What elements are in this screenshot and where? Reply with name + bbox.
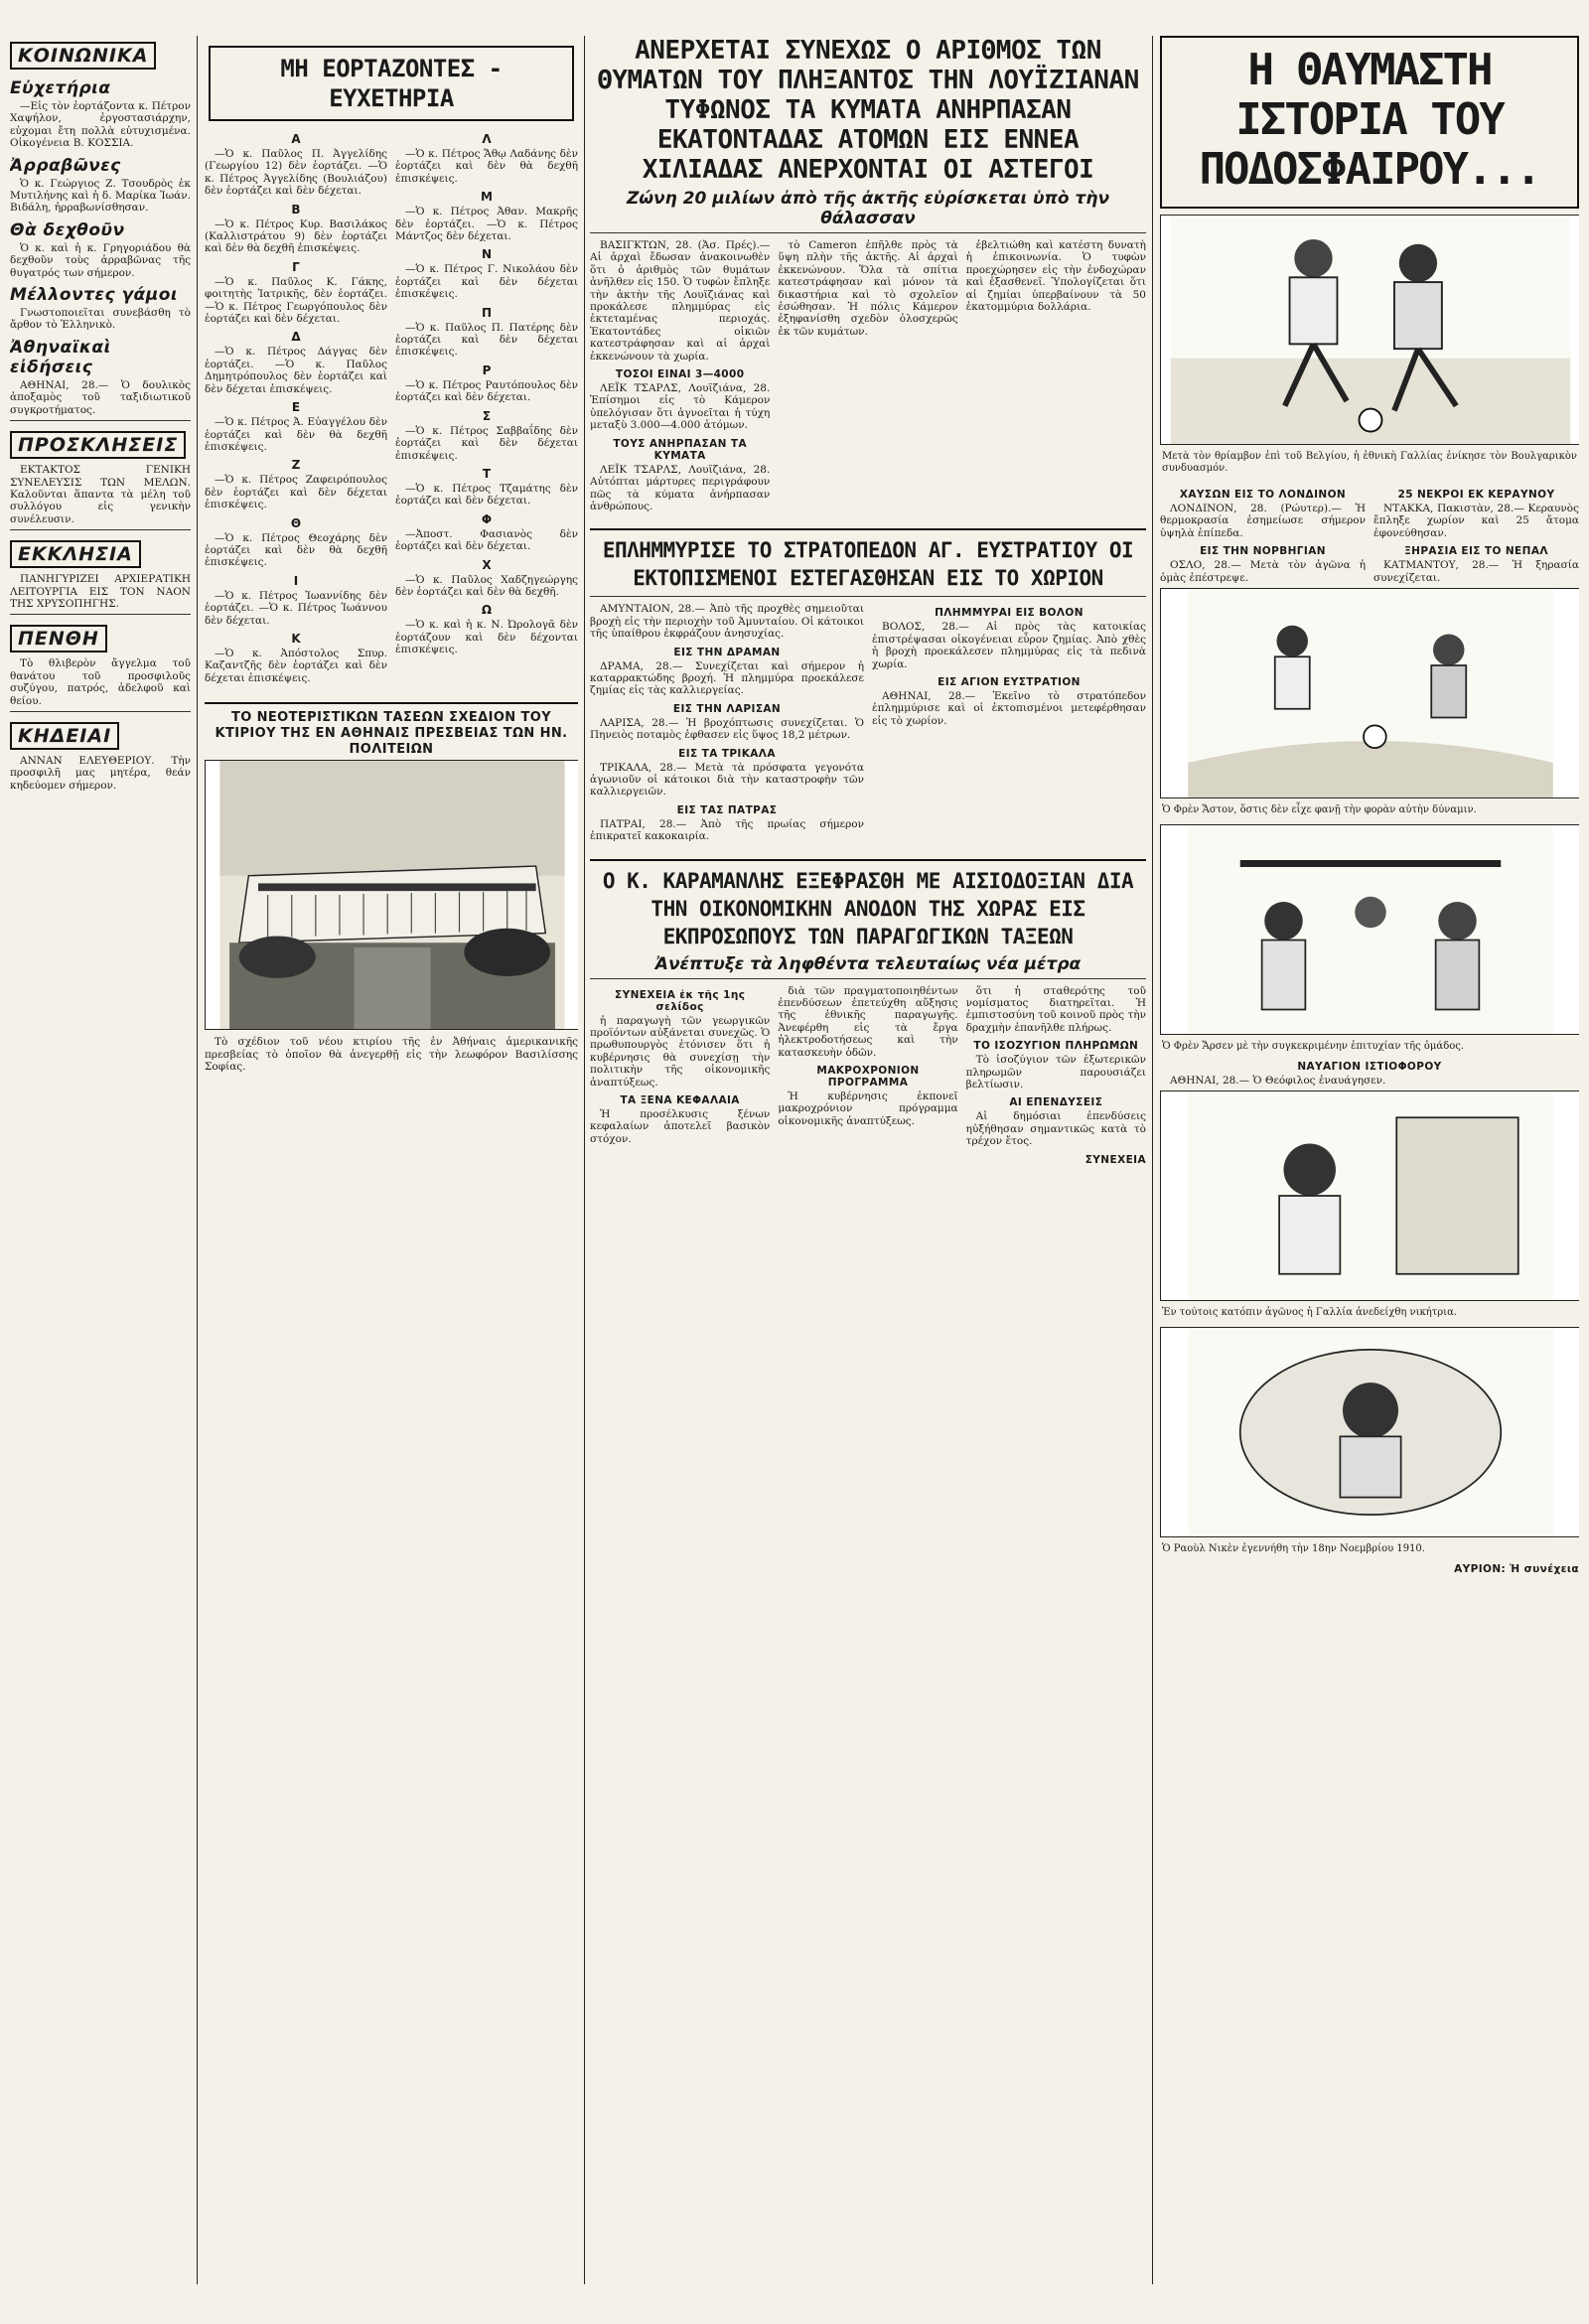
column-rule	[1152, 36, 1153, 2284]
article-text: ΛΑΡΙΣΑ, 28.— Ἡ βροχόπτωσις συνεχίζεται. Ὁ Πηνειὸς ποταμὸς ἐφθασεν εἰς ὕψος 18,2 μέτρων.	[590, 716, 864, 742]
center-news	[590, 36, 1146, 2284]
embassy-title: ΤΟ ΝΕΟΤΕΡΙΣΤΙΚΩΝ ΤΑΣΕΩΝ ΣΧΕΔΙΟΝ ΤΟΥ ΚΤΙΡΙΟΥ ΤΗΣ ΕΝ ΑΘΗΝΑΙΣ ΠΡΕΣΒΕΙΑΣ ΤΩΝ ΗΝ. ΠΟΛΙΤΕΙΩΝ	[215, 710, 568, 758]
entry-letter: Μ	[481, 190, 493, 205]
hurricane-col-3	[966, 237, 1146, 516]
entry-letter: Χ	[482, 557, 492, 572]
entry-letter: Ζ	[291, 458, 301, 473]
entry-text: —Ὁ κ. Πέτρος Δάγγας δὲν ἑορτάζει. —Ὁ κ. Παῦλος Δημητρόπουλος δὲν ἑορτάζει καὶ δὲν δέχεται ἐπισκέψεις.	[205, 346, 387, 395]
article-subhead: ΠΛΗΜΜΥΡΑΙ ΕΙΣ ΒΟΛΟΝ	[935, 607, 1083, 620]
social-section	[10, 338, 191, 416]
entry-text: —Ὁ κ. Πέτρος Γ. Νικολάου δὲν ἑορτάζει καὶ δὲν δέχεται ἐπισκέψεις.	[395, 263, 578, 301]
article-subhead: ΕΙΣ ΤΑΣ ΠΑΤΡΑΣ	[676, 803, 778, 816]
entry-text: —Ὁ κ. Πέτρος Κυρ. Βασιλάκος (Καλλιστράτου 9) δὲν ἑορτάζει καὶ δὲν θὰ δεχθῆ ἐπισκέψεις.	[205, 218, 387, 255]
entry-letter: Ν	[481, 247, 493, 262]
entry-letter: Ω	[481, 603, 493, 618]
panel-caption: Ὁ Φρὲν Ἄρσεν μὲ τὴν συγκεκριμένην ἐπιτυχίαν τῆς ὁμάδος.	[1162, 1041, 1465, 1053]
evacuees-body	[590, 601, 1146, 846]
social-title: ΚΟΙΝΩΝΙΚΑ	[10, 42, 156, 70]
divider	[10, 420, 191, 421]
hurricane-body	[590, 237, 1146, 516]
news-head: ΕΙΣ ΤΗΝ ΝΟΡΒΗΓΙΑΝ	[1200, 545, 1326, 558]
article-text: ΤΡΙΚΑΛΑ, 28.— Μετὰ τὰ πρόσφατα γεγονότα ἀγωνιοῦν οἱ κάτοικοι διὰ τὴν καταστροφὴν τῶν καλλιεργειῶν.	[590, 761, 864, 799]
article-text: ΛΕΪΚ ΤΣΑΡΛΣ, Λουϊζιάνα, 28. Αὐτόπται μάρτυρες περιγράφουν πῶς τὰ κύματα ἀνήρπασαν ἀνθρώπους.	[590, 463, 771, 512]
divider	[590, 978, 1146, 979]
proskliseis-text: ΕΚΤΑΚΤΟΣ ΓΕΝΙΚΗ ΣΥΝΕΛΕΥΣΙΣ ΤΩΝ ΜΕΛΩΝ. Καλοῦνται ἅπαντα τὰ μέλη τοῦ συλλόγου εἰς γενικὴν συνέλευσιν.	[10, 464, 191, 525]
karamanlis-col-3	[966, 983, 1146, 1168]
article-text: ΒΟΛΟΣ, 28.— Αἱ πρὸς τὰς κατοικίας ἐπιστρέψασαι οἰκογένειαι εὗρον ζημίας. Ἀπὸ χθὲς ἡ βροχὴ προεκάλεσεν πλημμύρας εἰς τὰ πεδινὰ χωρία.	[872, 621, 1146, 670]
entry-letter: Ρ	[482, 363, 492, 377]
football-title: Η ΘΑΥΜΑΣΤΗ ΙΣΤΟΡΙΑ ΤΟΥ ΠΟΔΟΣΦΑΙΡΟΥ...	[1199, 45, 1540, 195]
entry-text: —Ὁ κ. Παῦλος Κ. Γάκης, φοιτητὴς Ἰατρικῆς, δὲν ἑορτάζει. —Ὁ κ. Πέτρος Γεωργόπουλος δὲν ἑορτάζει καὶ δὲν δέχεται.	[205, 275, 387, 326]
article-text: ὅτι ἡ σταθερότης τοῦ νομίσματος διατηρεῖται. Ἡ ἐμπιστοσύνη τοῦ κοινοῦ πρὸς τὴν δραχμὴν ἐπανῆλθε πλήρως.	[965, 984, 1146, 1034]
article-subhead: ΤΟ ΙΣΟΖΥΓΙΟΝ ΠΛΗΡΩΜΩΝ	[973, 1040, 1139, 1053]
entry-text: —Ὁ κ. Παῦλος Π. Ἀγγελίδης (Γεωργίου 12) δὲν ἑορτάζει. —Ὁ κ. Πέτρος Ἀγγελίδης (Βουλιάζου) δὲν ἑορτάζει καὶ δὲν δέχεται.	[205, 148, 387, 198]
panel-caption: Μετὰ τὸν θρίαμβον ἐπὶ τοῦ Βελγίου, ἡ ἐθνικὴ Γαλλίας ἐνίκησε τὸν Βουλγαρικὸν συνδυασμόν.	[1162, 451, 1577, 474]
entry-letter: Σ	[482, 408, 492, 423]
article-text: Ἡ κυβέρνησις ἐκπονεῖ μακροχρόνιον πρόγραμμα οἰκονομικῆς ἀναπτύξεως.	[778, 1090, 958, 1127]
news-text: ΑΘΗΝΑΙ, 28.— Ὁ Θεόφιλος ἐναυάγησεν.	[1170, 1075, 1386, 1088]
section-text: Ὁ κ. καὶ ἡ κ. Γρηγοριάδου θὰ δεχθοῦν τοὺς ἀρραβῶνας τῆς θυγατρός των σήμερον.	[10, 241, 191, 279]
entry-text: —Ὁ κ. Πέτρος Ἄθῳ Λαδάνης δὲν ἑορτάζει καὶ δὲν θὰ δεχθῆ ἐπισκέψεις.	[395, 148, 578, 185]
football-column	[1160, 36, 1579, 2284]
section-heading: Μέλλοντες γάμοι	[10, 285, 179, 306]
article-text: ΑΜΥΝΤΑΙΟΝ, 28.— Ἀπὸ τῆς προχθὲς σημειοῦται βροχὴ εἰς τὴν περιοχὴν τοῦ Ἀμυνταίου. Οἱ κάτοικοι τῆς ὑπαίθρου ἐκφράζουν ἀνησυχίας.	[590, 603, 864, 641]
section-heading: Ἀρραβῶνες	[10, 155, 121, 176]
evacuees-col-2	[872, 601, 1146, 846]
divider	[590, 232, 1146, 233]
divider	[10, 614, 191, 615]
panel-caption: Ὁ Ραοὺλ Νικὲν ἐγεννήθη τὴν 18ην Νοεμβρίου 1910.	[1162, 1543, 1425, 1555]
evacuees-article	[590, 536, 1146, 846]
article-subhead: ΤΟΥΣ ΑΝΗΡΠΑΣΑΝ ΤΑ ΚΥΜΑΤΑ	[613, 437, 747, 462]
left-column	[10, 36, 191, 2284]
embassy-caption: Τὸ σχέδιον τοῦ νέου κτιρίου τῆς ἐν Ἀθήναις ἀμερικανικῆς πρεσβείας τὸ ὁποῖον θὰ ἀνεγερθῇ εἰς τὴν λεωφόρον Βασιλίσσης Σοφίας.	[205, 1036, 578, 1073]
ekklisia-text: ΠΑΝΗΓΥΡΙΖΕΙ ΑΡΧΙΕΡΑΤΙΚΗ ΛΕΙΤΟΥΡΓΙΑ ΕΙΣ ΤΟΝ ΝΑΟΝ ΤΗΣ ΧΡΥΣΟΠΗΓΗΣ.	[10, 573, 191, 610]
ekklisia-title: ΕΚΚΛΗΣΙΑ	[10, 540, 141, 568]
column-rule	[584, 36, 585, 2284]
article-text: ΑΘΗΝΑΙ, 28.— Ἐκεῖνο τὸ στρατόπεδον ἐπλημμύρισε καὶ οἱ ἐκτοπισμένοι μετεφέρθησαν εἰς τὸ χωρίον.	[872, 689, 1146, 727]
column-rule	[197, 36, 198, 2284]
evacuees-col-1	[590, 601, 864, 846]
karamanlis-subhead: Ἀνέπτυξε τὰ ληφθέντα τελευταίως νέα μέτρα	[654, 953, 1082, 974]
entry-text: —Ὁ κ. Ἀπόστολος Σπυρ. Καζαντζῆς δὲν ἑορτάζει καὶ δὲν δέχεται ἐπισκέψεις.	[205, 647, 387, 684]
divider	[590, 596, 1146, 597]
entry-letter: Δ	[291, 330, 301, 345]
football-news-col	[1373, 483, 1579, 588]
entry-text: —Ὁ κ. Πέτρος Τζαμάτης δὲν ἑορτάζει καὶ δὲν δέχεται.	[395, 482, 578, 508]
article-text: ἐβελτιώθη καὶ κατέστη δυνατὴ ἡ ἐπικοινωνία. Ὁ τυφὼν προεχώρησεν εἰς τὴν ἐνδοχώραν καὶ ἐξασθενεῖ. Ὑπολογίζεται ὅτι αἱ ζημίαι ὑπερβαίνουν τὰ 50 ἑκατομμύρια δολλάρια.	[965, 239, 1146, 314]
entry-text: —Ὁ κ. Πέτρος Ἀθαν. Μακρῆς δὲν ἑορτάζει. —Ὁ κ. Πέτρος Μάντζος δὲν δέχεται.	[395, 206, 578, 243]
entries-col-b	[395, 127, 578, 688]
entry-text: —Ἀποστ. Φασιανὸς δὲν ἑορτάζει καὶ δὲν δέχεται.	[395, 527, 578, 553]
section-text: —Εἰς τὸν ἑορτάζοντα κ. Πέτρον Χαψήλον, ἐργοστασιάρχην, εὐχομαι ἔτη πολλὰ εὐτυχισμένα. Οἰκογένεια Β. ΚΟΣΣΙΑ.	[10, 100, 191, 150]
social-sections	[10, 78, 191, 416]
article-text: Αἱ δημόσιαι ἐπενδύσεις ηὐξήθησαν σημαντικῶς κατὰ τὸ τρέχον ἔτος.	[965, 1110, 1146, 1148]
name-days-title-box	[209, 46, 574, 121]
section-text: Ὁ κ. Γεώργιος Ζ. Τσουδρὸς ἐκ Μυτιλήνης καὶ ἡ δ. Μαρίκα Ἰωάν. Βιδάλη, ἠρραβωνίσθησαν.	[10, 177, 191, 215]
karamanlis-headline: Ο Κ. ΚΑΡΑΜΑΝΛΗΣ ΕΞΕΦΡΑΣΘΗ ΜΕ ΑΙΣΙΟΔΟΞΙΑΝ ΔΙΑ ΤΗΝ ΟΙΚΟΝΟΜΙΚΗΝ ΑΝΟΔΟΝ ΤΗΣ ΧΩΡΑΣ ΕΙΣ ΕΚΠΡΟΣΩΠΟΥΣ ΤΩΝ ΠΑΡΑΓΩΓΙΚΩΝ ΤΑΞΕΩΝ	[602, 868, 1134, 948]
football-title-box	[1160, 36, 1579, 209]
article-subhead: ΕΙΣ ΤΑ ΤΡΙΚΑΛΑ	[678, 747, 776, 760]
kideiai-text: ΑΝΝΑΝ ΕΛΕΥΘΕΡΙΟΥ. Τὴν προσφιλῆ μας μητέρα, θεάν κηδεύομεν σήμερον.	[10, 754, 191, 792]
article-text: ΠΑΤΡΑΙ, 28.— Ἀπὸ τῆς πρωίας σήμερον ἐπικρατεῖ κακοκαιρία.	[590, 817, 864, 843]
hurricane-headline: ΑΝΕΡΧΕΤΑΙ ΣΥΝΕΧΩΣ Ο ΑΡΙΘΜΟΣ ΤΩΝ ΘΥΜΑΤΩΝ ΤΟΥ ΠΛΗΞΑΝΤΟΣ ΤΗΝ ΛΟΥΪΖΙΑΝΑΝ ΤΥΦΩΝΟΣ ΤΑ ΚΥΜΑΤΑ ΑΝΗΡΠΑΣΑΝ ΕΚΑΤΟΝΤΑΔΑΣ ΑΤΟΜΩΝ ΕΙΣ ΕΝΝΕΑ ΧΙΛΙΑΔΑΣ ΑΝΕΡΧΟΝΤΑΙ ΟΙ ΑΣΤΕΓΟΙ	[597, 36, 1139, 185]
entry-text: —Ὁ κ. Πέτρος Ραυτόπουλος δὲν ἑορτάζει καὶ δὲν δέχεται.	[395, 378, 578, 404]
football-news-col	[1160, 483, 1366, 588]
entry-letter: Κ	[291, 631, 301, 646]
entry-letter: Π	[481, 305, 493, 320]
entry-text: —Ὁ κ. Παῦλος Χαδζηγεώργης δὲν ἑορτάζει καὶ δὲν θὰ δεχθῆ.	[395, 573, 578, 598]
name-days-title: ΜΗ ΕΟΡΤΑΖΟΝΤΕΣ - ΕΥΧΕΤΗΡΙΑ	[280, 55, 503, 112]
entry-letter: Ι	[293, 573, 299, 588]
news-head: ΝΑΥΑΓΙΟΝ ΙΣΤΙΟΦΟΡΟΥ	[1297, 1061, 1442, 1074]
news-text: ΝΤΑΚΚΑ, Πακιστὰν, 28.— Κεραυνὸς ἔπληξε χωρίον καὶ 25 ἄτομα ἐφονεύθησαν.	[1373, 503, 1579, 539]
article-subhead: ΜΑΚΡΟΧΡΟΝΙΟΝ ΠΡΟΓΡΑΜΜΑ	[816, 1065, 920, 1089]
article-text: ΒΑΣΙΓΚΤΩΝ, 28. (Ἀσ. Πρές).— Αἱ ἀρχαὶ ἔδωσαν ἀνακοινωθὲν ὅτι ὁ ἀριθμὸς τῶν θυμάτων ἀνῆλθεν εἰς 150. Ὁ τυφὼν ἔπληξε τὴν ἀκτὴν τῆς Λουϊζιάνας καὶ προκάλεσε πλημμύρας εἰς ἐκτεταμένας περιοχάς. Ἑκατοντάδες οἰκιῶν κατεστράφησαν καὶ αἱ ἀρχαὶ ἐκκενώνουν τὰ χωρία.	[590, 239, 771, 363]
social-section	[10, 220, 191, 279]
article-text: Τὸ ἰσοζύγιον τῶν ἐξωτερικῶν πληρωμῶν παρουσιάζει βελτίωσιν.	[965, 1054, 1146, 1091]
divider	[10, 711, 191, 712]
article-text: διὰ τῶν πραγματοποιηθέντων ἐπενδύσεων ἐπετεύχθη αὔξησις τῆς ἐθνικῆς παραγωγῆς. Ἀνεφέρθη εἰς τὰ ἔργα ἠλεκτροδοτήσεως καὶ τὴν κατασκευὴν ὁδῶν.	[778, 984, 958, 1059]
article-subhead: ΕΙΣ ΤΗΝ ΔΡΑΜΑΝ	[673, 646, 781, 658]
article-subhead: ΑΙ ΕΠΕΝΔΥΣΕΙΣ	[1009, 1096, 1103, 1109]
article-text: ΛΕΪΚ ΤΣΑΡΛΣ, Λουϊζιάνα, 28. Ἐπίσημοι εἰς τὸ Κάμερον ὑπελόγισαν ὅτι ἀγνοεῖται ἡ τύχη μεταξὺ 3.000—4.000 ἀτόμων.	[590, 382, 771, 432]
embassy-article	[205, 710, 578, 1073]
article-text: ἡ παραγωγὴ τῶν γεωργικῶν προϊόντων αὐξάνεται συνεχῶς. Ὁ πρωθυπουργὸς ἐτόνισεν ὅτι ἡ κυβέρνησις θὰ συνεχίσῃ τὴν πολιτικὴν τῆς οἰκονομικῆς ἀναπτύξεως.	[590, 1014, 771, 1089]
karamanlis-body	[590, 983, 1146, 1168]
news-text: ΛΟΝΔΙΝΟΝ, 28. (Ρώυτερ).— Ἡ θερμοκρασία ἐσημείωσε σήμερον ὑψηλὰ ἐπίπεδα.	[1160, 503, 1366, 539]
football-panel-4	[1160, 1090, 1579, 1301]
proskliseis-title: ΠΡΟΣΚΛΗΣΕΙΣ	[10, 431, 186, 459]
divider	[590, 859, 1146, 861]
news-text: ΚΑΤΜΑΝΤΟΥ, 28.— Ἡ ξηρασία συνεχίζεται.	[1373, 559, 1579, 584]
social-section	[10, 78, 191, 150]
social-section	[10, 156, 191, 215]
entry-letter: Λ	[482, 132, 492, 146]
article-subhead: ΣΥΝΕΧΕΙΑ ἐκ τῆς 1ης σελίδος	[615, 988, 746, 1013]
article-text: ΔΡΑΜΑ, 28.— Συνεχίζεται καὶ σήμερον ἡ καταρρακτώδης βροχή. Ἡ πλημμύρα προεκάλεσε ζημίας εἰς τὰς καλλιεργείας.	[590, 659, 864, 697]
karamanlis-col-1	[590, 983, 770, 1168]
news-text: ΟΣΛΟ, 28.— Μετὰ τὸν ἀγῶνα ἡ ὁμὰς ἐπέστρεψε.	[1160, 559, 1366, 584]
football-panel-1	[1160, 215, 1579, 445]
name-days-entries	[205, 127, 578, 688]
entry-text: —Ὁ κ. Πέτρος Θεοχάρης δὲν ἑορτάζει καὶ δὲν θὰ δεχθῆ ἐπισκέψεις.	[205, 531, 387, 569]
entry-letter: Φ	[481, 511, 493, 526]
name-days-column	[205, 36, 578, 2284]
divider	[590, 528, 1146, 530]
entry-text: —Ὁ κ. Πέτρος Ἰωαννίδης δὲν ἑορτάζει. —Ὁ κ. Πέτρος Ἰωάννου δὲν δέχεται.	[205, 589, 387, 627]
news-head: ΞΗΡΑΣΙΑ ΕΙΣ ΤΟ ΝΕΠΑΛ	[1404, 545, 1548, 558]
football-panel-5	[1160, 1327, 1579, 1537]
karamanlis-article	[590, 867, 1146, 1168]
article-subhead: ΤΟΣΟΙ ΕΙΝΑΙ 3—4000	[615, 368, 745, 381]
football-panel-2	[1160, 588, 1579, 799]
entry-text: —Ὁ κ. Πέτρος Ἀ. Εὐαγγέλου δὲν ἑορτάζει καὶ δὲν θὰ δεχθῆ ἐπισκέψεις.	[205, 416, 387, 453]
section-heading: Θὰ δεχθοῦν	[10, 219, 125, 240]
entry-letter: Ε	[291, 400, 301, 415]
entry-letter: Γ	[292, 259, 300, 274]
panel-caption: Ὁ Φρὲν Ἄστον, ὅστις δὲν εἶχε φανῇ τὴν φορὰν αὐτὴν δύναμιν.	[1162, 804, 1477, 816]
kideiai-title: ΚΗΔΕΙΑΙ	[10, 722, 119, 750]
article-text: Ἡ προσέλκυσις ξένων κεφαλαίων ἀποτελεῖ βασικὸν στόχον.	[590, 1108, 771, 1145]
karamanlis-col-2	[778, 983, 957, 1168]
entry-letter: Θ	[290, 515, 302, 530]
article-subhead: ΤΑ ΞΕΝΑ ΚΕΦΑΛΑΙΑ	[620, 1094, 740, 1107]
article-subhead: ΕΙΣ ΤΗΝ ΛΑΡΙΣΑΝ	[672, 702, 782, 715]
entry-text: —Ὁ κ. Παῦλος Π. Πατέρης δὲν ἑορτάζει καὶ δὲν δέχεται ἐπισκέψεις.	[395, 321, 578, 359]
divider	[205, 702, 578, 704]
entry-text: —Ὁ κ. καὶ ἡ κ. Ν. Ὠρολογᾶ δὲν ἑορτάζουν καὶ δὲν δέχονται ἐπισκέψεις.	[395, 619, 578, 656]
hurricane-col-1	[590, 237, 770, 516]
embassy-building-image	[205, 760, 578, 1030]
entries-col-a	[205, 127, 387, 688]
football-news-row-1	[1160, 483, 1579, 588]
entry-text: —Ὁ κ. Πέτρος Σαββαΐδης δὲν ἑορτάζει καὶ δὲν δέχεται ἐπισκέψεις.	[395, 424, 578, 462]
hurricane-article	[590, 36, 1146, 516]
evacuees-headline: ΕΠΛΗΜΜΥΡΙΣΕ ΤΟ ΣΤΡΑΤΟΠΕΔΟΝ ΑΓ. ΕΥΣΤΡΑΤΙΟΥ ΟΙ ΕΚΤΟΠΙΣΜΕΝΟΙ ΕΣΤΕΓΑΣΘΗΣΑΝ ΕΙΣ ΤΟ ΧΩΡΙΟΝ	[602, 538, 1134, 591]
hurricane-col-2	[778, 237, 957, 516]
section-heading: Εὐχετήρια	[10, 78, 111, 98]
hurricane-subhead: Ζώνη 20 μιλίων ἀπὸ τῆς ἀκτῆς εὑρίσκεται ὑπὸ τὴν θάλασσαν	[626, 189, 1110, 228]
penthi-text: Τὸ θλιβερὸν ἄγγελμα τοῦ θανάτου τοῦ προσφιλοῦς συζύγου, πατρός, ἀδελφοῦ καὶ θείου.	[10, 657, 191, 707]
news-head: ΧΑΥΣΩΝ ΕΙΣ ΤΟ ΛΟΝΔΙΝΟΝ	[1179, 489, 1347, 501]
continued-label: ΣΥΝΕΧΕΙΑ	[1084, 1153, 1146, 1166]
article-text: τὸ Cameron ἐπῆλθε πρὸς τὰ ὕψη πλὴν τῆς ἀκτῆς. Αἱ ἀρχαὶ ἐκκενώνουν. Ὅλα τὰ σπίτια κατεστράφησαν καὶ μόνον τὰ δικαστήρια καὶ τὸ σχολεῖον ἐσώθησαν. Ἡ πόλις Κάμερον ἐξηφανίσθη σχεδὸν ὁλοσχερῶς ἐκ τῶν κυμάτων.	[778, 239, 958, 338]
tomorrow-label: ΑΥΡΙΟΝ: Ἡ συνέχεια	[1454, 1563, 1579, 1576]
article-subhead: ΕΙΣ ΑΓΙΟΝ ΕΥΣΤΡΑΤΙΟΝ	[938, 675, 1081, 688]
divider	[10, 529, 191, 530]
football-panel-3	[1160, 824, 1579, 1035]
section-text: ΑΘΗΝΑΙ, 28.— Ὁ δουλικὸς ἀποξαμὸς τοῦ ταξιδιωτικοῦ συγκροτήματος.	[10, 378, 191, 416]
entry-text: —Ὁ κ. Πέτρος Ζαφειρόπουλος δὲν ἑορτάζει καὶ δὲν δέχεται ἐπισκέψεις.	[205, 474, 387, 511]
entry-letter: Τ	[482, 466, 492, 481]
penthi-title: ΠΕΝΘΗ	[10, 625, 107, 653]
news-head: 25 ΝΕΚΡΟΙ ΕΚ ΚΕΡΑΥΝΟΥ	[1397, 489, 1555, 501]
entry-letter: Α	[291, 132, 301, 146]
entry-letter: Β	[291, 202, 301, 217]
section-text: Γνωστοποιεῖται συνεβάσθη τὸ ἄρθον τὸ Ἑλληνικὸ.	[10, 307, 191, 332]
panel-caption: Ἐν τούτοις κατόπιν ἀγῶνος ἡ Γαλλία ἀνεδείχθη νικήτρια.	[1162, 1307, 1458, 1319]
section-heading: Ἀθηναϊκαὶ εἰδήσεις	[10, 337, 111, 377]
social-section	[10, 285, 191, 332]
